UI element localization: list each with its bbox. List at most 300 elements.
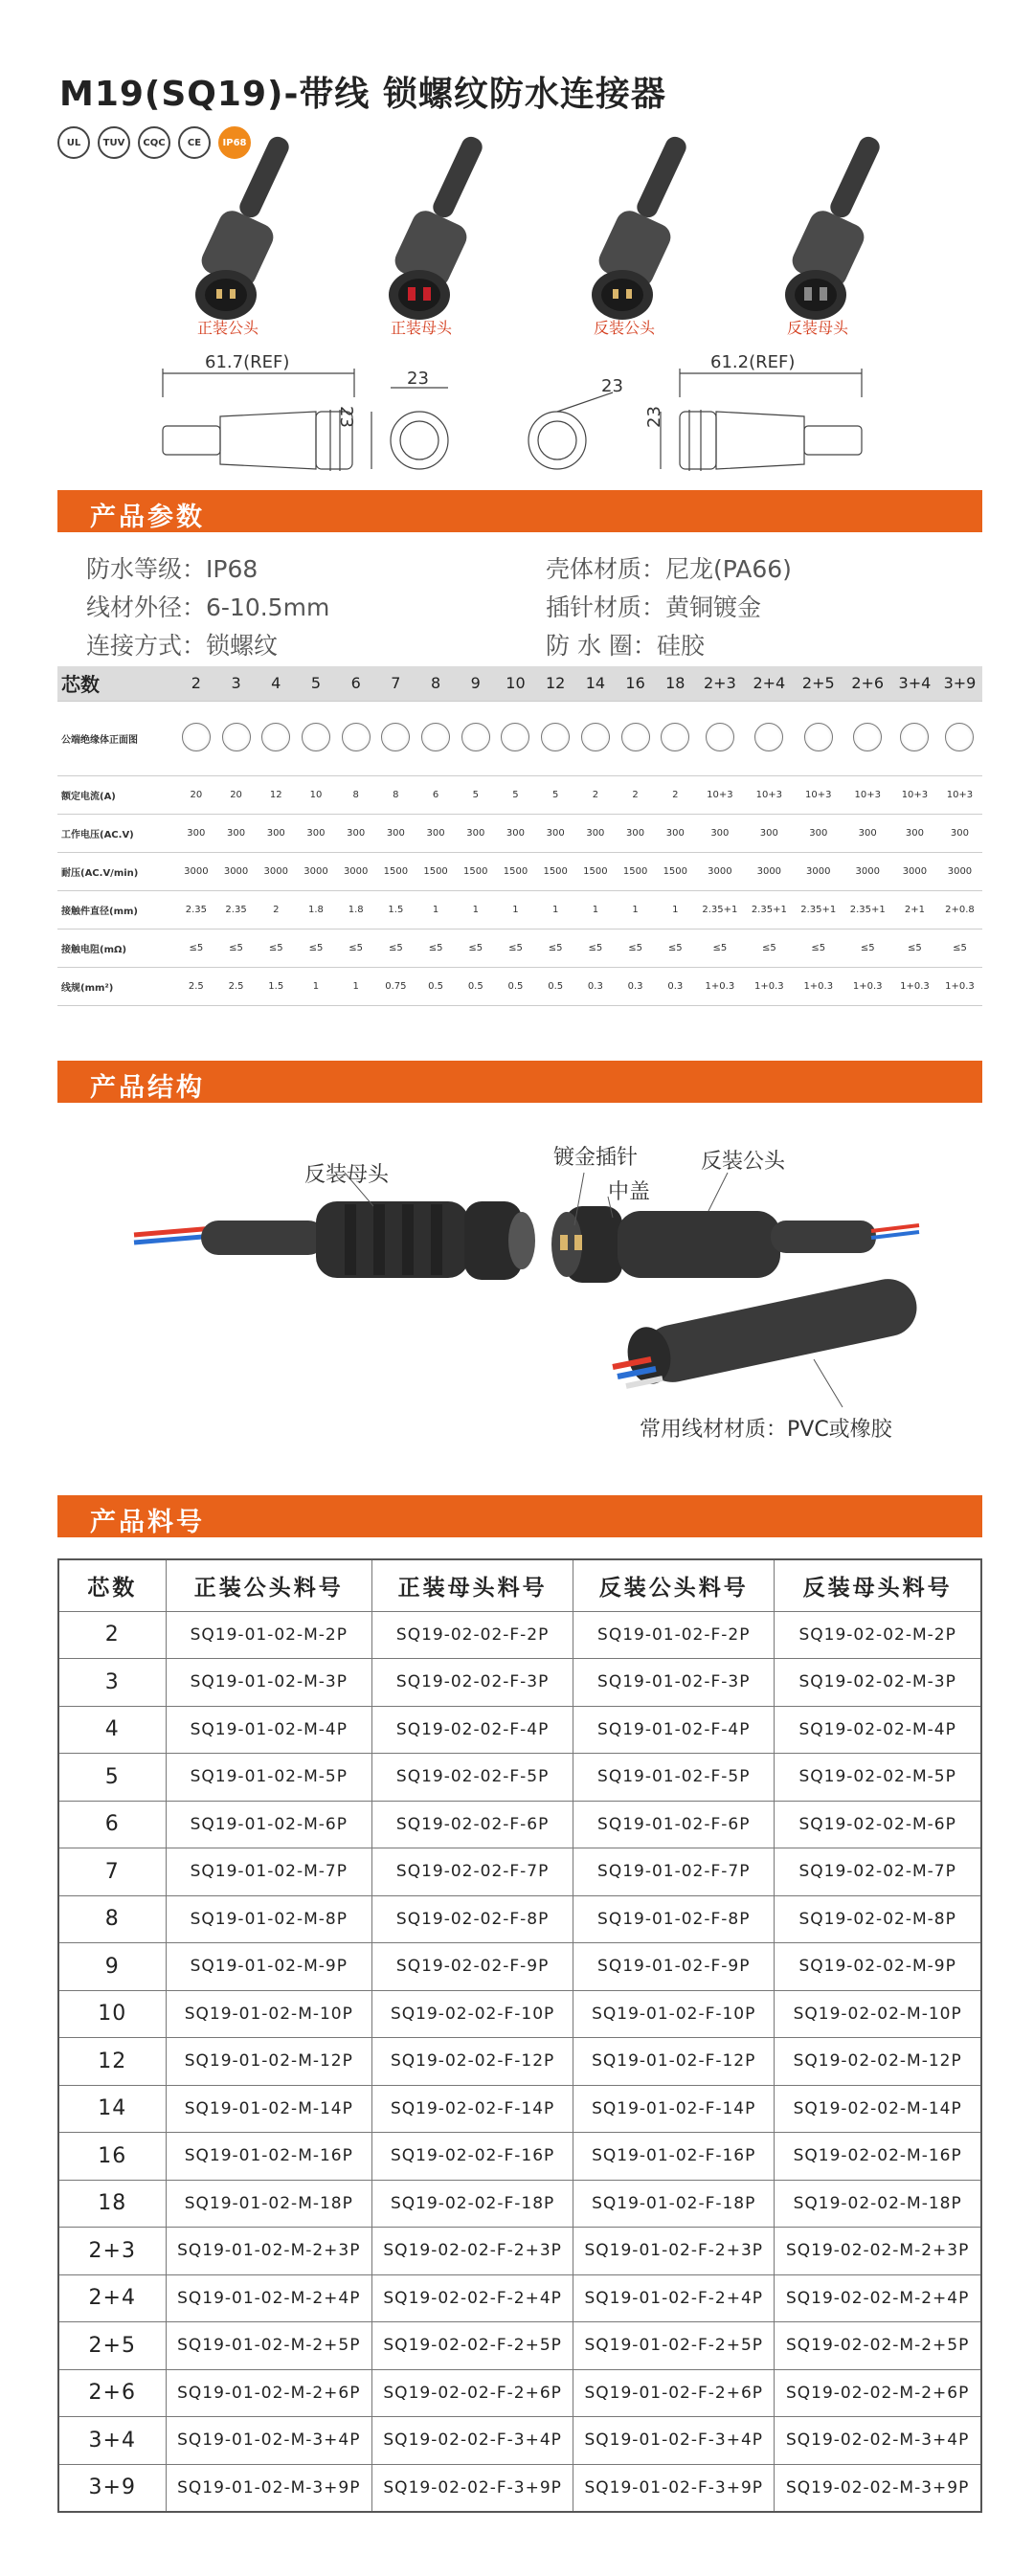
- spec-row: [57, 775, 982, 814]
- spec-cell: 2.35: [216, 890, 257, 929]
- part-number-cell: SQ19-02-02-F-4P: [372, 1706, 573, 1754]
- dim-right-length: 61.2(REF): [710, 352, 796, 372]
- spec-cell: 3000: [937, 852, 982, 890]
- part-number-cell: SQ19-02-02-F-5P: [372, 1754, 573, 1802]
- spec-core-header: 9: [456, 666, 496, 701]
- core-count-cell: 18: [58, 2180, 166, 2228]
- spec-cell: ≤5: [216, 929, 257, 967]
- pin-layout-icon: [336, 701, 376, 775]
- part-number-cell: SQ19-02-02-M-8P: [775, 1895, 981, 1943]
- part-number-cell: SQ19-01-02-M-2+4P: [166, 2274, 372, 2322]
- spec-cell: 1500: [376, 852, 416, 890]
- spec-cell: 8: [336, 775, 376, 814]
- pin-layout-icon: [575, 701, 616, 775]
- table-row: [58, 1801, 981, 1848]
- spec-core-header: 3: [216, 666, 257, 701]
- spec-cell: 10+3: [695, 775, 744, 814]
- parts-header-cell: 正装公头料号: [166, 1559, 372, 1611]
- spec-cell: 10+3: [745, 775, 794, 814]
- connector-image-3: [592, 134, 689, 320]
- spec-cell: 300: [745, 814, 794, 852]
- core-count-cell: 3+9: [58, 2464, 166, 2512]
- table-row: [58, 1990, 981, 2038]
- label-female-connector: 反装母头: [304, 1163, 390, 1187]
- spec-core-header: 14: [575, 666, 616, 701]
- connector-image-1: [195, 134, 292, 320]
- pin-layout-icon: [376, 701, 416, 775]
- section-header-parts: [57, 1495, 982, 1537]
- spec-cell: 300: [496, 814, 536, 852]
- part-number-cell: SQ19-01-02-F-16P: [573, 2133, 775, 2181]
- spec-cell: 300: [937, 814, 982, 852]
- part-number-cell: SQ19-01-02-F-10P: [573, 1990, 775, 2038]
- insulator-face-icon: [421, 723, 450, 751]
- part-number-cell: SQ19-01-02-F-6P: [573, 1801, 775, 1848]
- part-number-cell: SQ19-02-02-M-16P: [775, 2133, 981, 2181]
- spec-cell: 1: [616, 890, 656, 929]
- part-number-cell: SQ19-02-02-F-14P: [372, 2085, 573, 2133]
- spec-cell: 300: [892, 814, 937, 852]
- spec-core-header: 2+6: [843, 666, 892, 701]
- spec-cell: ≤5: [256, 929, 296, 967]
- table-row: [58, 2322, 981, 2370]
- section-title: 产品料号: [90, 1508, 205, 1537]
- pin-layout-icon: [937, 701, 982, 775]
- table-row: [58, 1754, 981, 1802]
- part-number-cell: SQ19-01-02-M-2+5P: [166, 2322, 372, 2370]
- pin-layout-icon: [496, 701, 536, 775]
- part-number-cell: SQ19-01-02-F-9P: [573, 1943, 775, 1991]
- spec-cell: 3000: [296, 852, 336, 890]
- spec-cell: 1: [535, 890, 575, 929]
- part-number-cell: SQ19-02-02-F-7P: [372, 1848, 573, 1896]
- insulator-face-icon: [381, 723, 410, 751]
- spec-core-header: 6: [336, 666, 376, 701]
- spec-cell: 2.35+1: [843, 890, 892, 929]
- part-number-cell: SQ19-02-02-F-18P: [372, 2180, 573, 2228]
- part-number-cell: SQ19-02-02-F-12P: [372, 2038, 573, 2086]
- part-number-cell: SQ19-02-02-M-3P: [775, 1659, 981, 1707]
- part-number-cell: SQ19-02-02-F-2+5P: [372, 2322, 573, 2370]
- spec-cell: 1500: [575, 852, 616, 890]
- spec-pin-row: [57, 701, 982, 775]
- core-count-cell: 2: [58, 1611, 166, 1659]
- spec-cell: 10+3: [843, 775, 892, 814]
- parts-table: [57, 1558, 982, 2513]
- spec-header-label: 芯数: [57, 666, 176, 701]
- spec-cell: 300: [616, 814, 656, 852]
- part-number-cell: SQ19-02-02-F-3+9P: [372, 2464, 573, 2512]
- part-number-cell: SQ19-01-02-F-18P: [573, 2180, 775, 2228]
- spec-core-header: 8: [416, 666, 456, 701]
- spec-cell: ≤5: [456, 929, 496, 967]
- spec-row: [57, 929, 982, 967]
- spec-cell: 6: [416, 775, 456, 814]
- pin-layout-icon: [794, 701, 843, 775]
- spec-cell: ≤5: [416, 929, 456, 967]
- dim-face-1: 23: [407, 369, 429, 389]
- part-number-cell: SQ19-01-02-F-8P: [573, 1895, 775, 1943]
- part-number-cell: SQ19-02-02-M-2+5P: [775, 2322, 981, 2370]
- spec-cell: 1: [575, 890, 616, 929]
- core-count-cell: 3: [58, 1659, 166, 1707]
- part-number-cell: SQ19-02-02-F-10P: [372, 1990, 573, 2038]
- spec-row: [57, 967, 982, 1005]
- part-number-cell: SQ19-01-02-M-3+9P: [166, 2464, 372, 2512]
- spec-row-label: 接触电阻(mΩ): [57, 929, 176, 967]
- part-number-cell: SQ19-01-02-M-2+6P: [166, 2369, 372, 2417]
- core-count-cell: 3+4: [58, 2417, 166, 2465]
- spec-cell: 1+0.3: [794, 967, 843, 1005]
- connector-image-4: [785, 134, 883, 320]
- part-number-cell: SQ19-02-02-M-14P: [775, 2085, 981, 2133]
- core-count-cell: 2+5: [58, 2322, 166, 2370]
- spec-cell: 10+3: [794, 775, 843, 814]
- spec-cell: 0.5: [496, 967, 536, 1005]
- part-number-cell: SQ19-02-02-F-2P: [372, 1611, 573, 1659]
- part-number-cell: SQ19-02-02-F-6P: [372, 1801, 573, 1848]
- insulator-face-icon: [222, 723, 251, 751]
- spec-cell: 5: [535, 775, 575, 814]
- spec-cell: 2.35+1: [794, 890, 843, 929]
- part-number-cell: SQ19-02-02-F-2+6P: [372, 2369, 573, 2417]
- spec-cell: 8: [376, 775, 416, 814]
- part-number-cell: SQ19-02-02-F-2+3P: [372, 2228, 573, 2275]
- spec-cell: ≤5: [892, 929, 937, 967]
- part-number-cell: SQ19-01-02-F-3P: [573, 1659, 775, 1707]
- table-row: [58, 1895, 981, 1943]
- section-header-params: [57, 490, 982, 532]
- spec-row: [57, 852, 982, 890]
- spec-table: [57, 666, 982, 1006]
- spec-cell: 300: [843, 814, 892, 852]
- spec-cell: ≤5: [695, 929, 744, 967]
- spec-cell: 5: [496, 775, 536, 814]
- spec-cell: 1500: [496, 852, 536, 890]
- spec-cell: ≤5: [535, 929, 575, 967]
- dimension-drawings: [0, 345, 1034, 479]
- spec-cell: 0.3: [655, 967, 695, 1005]
- insulator-face-icon: [804, 723, 833, 751]
- spec-cell: ≤5: [843, 929, 892, 967]
- part-number-cell: SQ19-01-02-F-3+9P: [573, 2464, 775, 2512]
- insulator-face-icon: [754, 723, 783, 751]
- pin-layout-icon: [892, 701, 937, 775]
- spec-core-header: 16: [616, 666, 656, 701]
- spec-row-label: 工作电压(AC.V): [57, 814, 176, 852]
- core-count-cell: 2+4: [58, 2274, 166, 2322]
- spec-cell: 300: [456, 814, 496, 852]
- spec-cell: 1: [496, 890, 536, 929]
- spec-core-header: 2+4: [745, 666, 794, 701]
- table-row: [58, 2085, 981, 2133]
- product-label-2: 正装母头: [390, 319, 452, 337]
- pin-layout-icon: [745, 701, 794, 775]
- part-number-cell: SQ19-01-02-M-6P: [166, 1801, 372, 1848]
- part-number-cell: SQ19-01-02-M-10P: [166, 1990, 372, 2038]
- insulator-face-icon: [853, 723, 882, 751]
- spec-cell: 12: [256, 775, 296, 814]
- insulator-face-icon: [342, 723, 371, 751]
- part-number-cell: SQ19-01-02-M-8P: [166, 1895, 372, 1943]
- spec-cell: 1: [655, 890, 695, 929]
- spec-cell: 300: [296, 814, 336, 852]
- section-header-structure: [57, 1061, 982, 1103]
- page-title: M19(SQ19)-带线 锁螺纹防水连接器: [59, 75, 666, 114]
- part-number-cell: SQ19-01-02-F-2+6P: [573, 2369, 775, 2417]
- part-number-cell: SQ19-01-02-F-7P: [573, 1848, 775, 1896]
- spec-cell: 2: [616, 775, 656, 814]
- pin-layout-icon: [695, 701, 744, 775]
- spec-cell: ≤5: [616, 929, 656, 967]
- pin-layout-icon: [456, 701, 496, 775]
- param-shell: 壳体材质：尼龙(PA66): [546, 555, 792, 583]
- spec-cell: 2: [575, 775, 616, 814]
- spec-cell: 300: [794, 814, 843, 852]
- param-seal: 防 水 圈：硅胶: [546, 632, 705, 660]
- table-row: [58, 2417, 981, 2465]
- label-gold-pin: 镀金插针: [553, 1146, 639, 1170]
- pin-layout-icon: [535, 701, 575, 775]
- spec-cell: 0.3: [616, 967, 656, 1005]
- spec-cell: ≤5: [176, 929, 216, 967]
- spec-cell: 3000: [892, 852, 937, 890]
- pin-row-label: 公端绝缘体正面图: [57, 701, 176, 775]
- part-number-cell: SQ19-02-02-F-2+4P: [372, 2274, 573, 2322]
- part-number-cell: SQ19-02-02-M-2+3P: [775, 2228, 981, 2275]
- spec-row: [57, 814, 982, 852]
- spec-cell: 300: [655, 814, 695, 852]
- part-number-cell: SQ19-02-02-M-2P: [775, 1611, 981, 1659]
- insulator-face-icon: [581, 723, 610, 751]
- spec-cell: 300: [216, 814, 257, 852]
- connector-image-2: [389, 134, 485, 320]
- spec-core-header: 12: [535, 666, 575, 701]
- spec-core-header: 3+4: [892, 666, 937, 701]
- table-row: [58, 2133, 981, 2181]
- spec-cell: 1500: [456, 852, 496, 890]
- label-cable-material: 常用线材材质：PVC或橡胶: [640, 1418, 892, 1442]
- part-number-cell: SQ19-02-02-F-9P: [372, 1943, 573, 1991]
- spec-cell: 1.5: [376, 890, 416, 929]
- spec-cell: 2.5: [216, 967, 257, 1005]
- spec-cell: 3000: [176, 852, 216, 890]
- spec-core-header: 18: [655, 666, 695, 701]
- dim-left-height: 23: [335, 406, 356, 428]
- param-pin-material: 插针材质：黄铜镀金: [546, 594, 762, 621]
- insulator-face-icon: [541, 723, 570, 751]
- spec-cell: 20: [176, 775, 216, 814]
- pin-layout-icon: [616, 701, 656, 775]
- pin-layout-icon: [296, 701, 336, 775]
- insulator-face-icon: [302, 723, 330, 751]
- pin-layout-icon: [256, 701, 296, 775]
- spec-cell: ≤5: [496, 929, 536, 967]
- ce-cert-icon: CE: [178, 126, 211, 159]
- part-number-cell: SQ19-02-02-F-3+4P: [372, 2417, 573, 2465]
- parts-header-cell: 反装母头料号: [775, 1559, 981, 1611]
- part-number-cell: SQ19-02-02-M-4P: [775, 1706, 981, 1754]
- spec-core-header: 2+3: [695, 666, 744, 701]
- cqc-cert-icon: CQC: [138, 126, 170, 159]
- table-row: [58, 1848, 981, 1896]
- spec-cell: 1500: [416, 852, 456, 890]
- insulator-face-icon: [945, 723, 974, 751]
- parts-header-row: [58, 1559, 981, 1611]
- pin-layout-icon: [176, 701, 216, 775]
- spec-cell: 1+0.3: [937, 967, 982, 1005]
- insulator-face-icon: [182, 723, 211, 751]
- parts-header-cell: 正装母头料号: [372, 1559, 573, 1611]
- core-count-cell: 14: [58, 2085, 166, 2133]
- spec-core-header: 4: [256, 666, 296, 701]
- spec-cell: 3000: [336, 852, 376, 890]
- spec-cell: ≤5: [296, 929, 336, 967]
- section-title: 产品参数: [90, 503, 205, 532]
- part-number-cell: SQ19-01-02-F-3+4P: [573, 2417, 775, 2465]
- core-count-cell: 4: [58, 1706, 166, 1754]
- pin-layout-icon: [655, 701, 695, 775]
- spec-cell: ≤5: [794, 929, 843, 967]
- part-number-cell: SQ19-01-02-F-4P: [573, 1706, 775, 1754]
- part-number-cell: SQ19-02-02-M-12P: [775, 2038, 981, 2086]
- product-label-3: 反装公头: [593, 319, 655, 337]
- label-male-connector: 反装公头: [701, 1150, 786, 1174]
- part-number-cell: SQ19-02-02-M-18P: [775, 2180, 981, 2228]
- spec-core-header: 10: [496, 666, 536, 701]
- core-count-cell: 2+6: [58, 2369, 166, 2417]
- spec-cell: 1: [416, 890, 456, 929]
- table-row: [58, 1611, 981, 1659]
- part-number-cell: SQ19-01-02-M-3+4P: [166, 2417, 372, 2465]
- spec-cell: 300: [695, 814, 744, 852]
- core-count-cell: 5: [58, 1754, 166, 1802]
- spec-cell: 10: [296, 775, 336, 814]
- param-cable-od: 线材外径：6-10.5mm: [86, 594, 330, 621]
- core-count-cell: 16: [58, 2133, 166, 2181]
- part-number-cell: SQ19-02-02-F-16P: [372, 2133, 573, 2181]
- ul-cert-icon: UL: [57, 126, 90, 159]
- spec-row-label: 线规(mm²): [57, 967, 176, 1005]
- table-row: [58, 1706, 981, 1754]
- dim-right-height: 23: [643, 406, 664, 428]
- spec-header-row: [57, 666, 982, 701]
- core-count-cell: 12: [58, 2038, 166, 2086]
- insulator-face-icon: [261, 723, 290, 751]
- part-number-cell: SQ19-01-02-M-2+3P: [166, 2228, 372, 2275]
- spec-cell: 2+0.8: [937, 890, 982, 929]
- section-title: 产品结构: [90, 1073, 205, 1103]
- part-number-cell: SQ19-01-02-F-5P: [573, 1754, 775, 1802]
- spec-cell: 1500: [616, 852, 656, 890]
- spec-cell: 2.35+1: [745, 890, 794, 929]
- insulator-face-icon: [900, 723, 929, 751]
- spec-cell: 300: [256, 814, 296, 852]
- spec-core-header: 3+9: [937, 666, 982, 701]
- part-number-cell: SQ19-01-02-F-14P: [573, 2085, 775, 2133]
- spec-cell: 1+0.3: [745, 967, 794, 1005]
- dim-face-2: 23: [601, 376, 623, 396]
- pin-layout-icon: [216, 701, 257, 775]
- part-number-cell: SQ19-02-02-M-3+4P: [775, 2417, 981, 2465]
- spec-cell: 300: [535, 814, 575, 852]
- spec-cell: 1500: [535, 852, 575, 890]
- part-number-cell: SQ19-01-02-M-9P: [166, 1943, 372, 1991]
- spec-cell: 1.8: [336, 890, 376, 929]
- insulator-face-icon: [706, 723, 734, 751]
- spec-cell: 300: [176, 814, 216, 852]
- part-number-cell: SQ19-01-02-M-16P: [166, 2133, 372, 2181]
- spec-core-header: 5: [296, 666, 336, 701]
- insulator-face-icon: [661, 723, 689, 751]
- core-count-cell: 8: [58, 1895, 166, 1943]
- spec-row-label: 耐压(AC.V/min): [57, 852, 176, 890]
- spec-cell: 1: [456, 890, 496, 929]
- part-number-cell: SQ19-02-02-F-3P: [372, 1659, 573, 1707]
- spec-cell: 1+0.3: [843, 967, 892, 1005]
- tuv-cert-icon: TUV: [98, 126, 130, 159]
- param-waterproof: 防水等级：IP68: [86, 555, 258, 583]
- spec-cell: 20: [216, 775, 257, 814]
- part-number-cell: SQ19-02-02-M-2+6P: [775, 2369, 981, 2417]
- spec-cell: ≤5: [655, 929, 695, 967]
- part-number-cell: SQ19-01-02-F-2+5P: [573, 2322, 775, 2370]
- spec-cell: 0.3: [575, 967, 616, 1005]
- part-number-cell: SQ19-01-02-F-2+3P: [573, 2228, 775, 2275]
- part-number-cell: SQ19-02-02-M-2+4P: [775, 2274, 981, 2322]
- parts-header-cell: 反装公头料号: [573, 1559, 775, 1611]
- param-connection: 连接方式：锁螺纹: [86, 632, 279, 660]
- spec-cell: 2.35+1: [695, 890, 744, 929]
- spec-cell: ≤5: [575, 929, 616, 967]
- spec-core-header: 7: [376, 666, 416, 701]
- spec-cell: 0.75: [376, 967, 416, 1005]
- spec-cell: 0.5: [535, 967, 575, 1005]
- spec-cell: 300: [376, 814, 416, 852]
- part-number-cell: SQ19-02-02-M-9P: [775, 1943, 981, 1991]
- part-number-cell: SQ19-01-02-F-2+4P: [573, 2274, 775, 2322]
- spec-cell: ≤5: [336, 929, 376, 967]
- spec-cell: 10+3: [937, 775, 982, 814]
- spec-cell: 1: [336, 967, 376, 1005]
- spec-cell: 3000: [216, 852, 257, 890]
- spec-cell: 1+0.3: [892, 967, 937, 1005]
- table-row: [58, 2228, 981, 2275]
- spec-cell: 10+3: [892, 775, 937, 814]
- product-label-4: 反装母头: [786, 319, 848, 337]
- part-number-cell: SQ19-02-02-M-7P: [775, 1848, 981, 1896]
- part-number-cell: SQ19-01-02-M-2P: [166, 1611, 372, 1659]
- table-row: [58, 2038, 981, 2086]
- table-row: [58, 1659, 981, 1707]
- ip68-cert-icon: IP68: [218, 126, 251, 159]
- spec-cell: 300: [416, 814, 456, 852]
- spec-cell: 1+0.3: [695, 967, 744, 1005]
- spec-row-label: 额定电流(A): [57, 775, 176, 814]
- label-middle-cover: 中盖: [608, 1180, 651, 1204]
- spec-cell: 300: [575, 814, 616, 852]
- insulator-face-icon: [501, 723, 529, 751]
- spec-core-header: 2+5: [794, 666, 843, 701]
- spec-cell: 3000: [745, 852, 794, 890]
- spec-cell: 1.5: [256, 967, 296, 1005]
- spec-cell: 3000: [695, 852, 744, 890]
- spec-cell: 5: [456, 775, 496, 814]
- part-number-cell: SQ19-01-02-M-5P: [166, 1754, 372, 1802]
- table-row: [58, 2180, 981, 2228]
- dim-left-length: 61.7(REF): [205, 352, 290, 372]
- spec-core-header: 2: [176, 666, 216, 701]
